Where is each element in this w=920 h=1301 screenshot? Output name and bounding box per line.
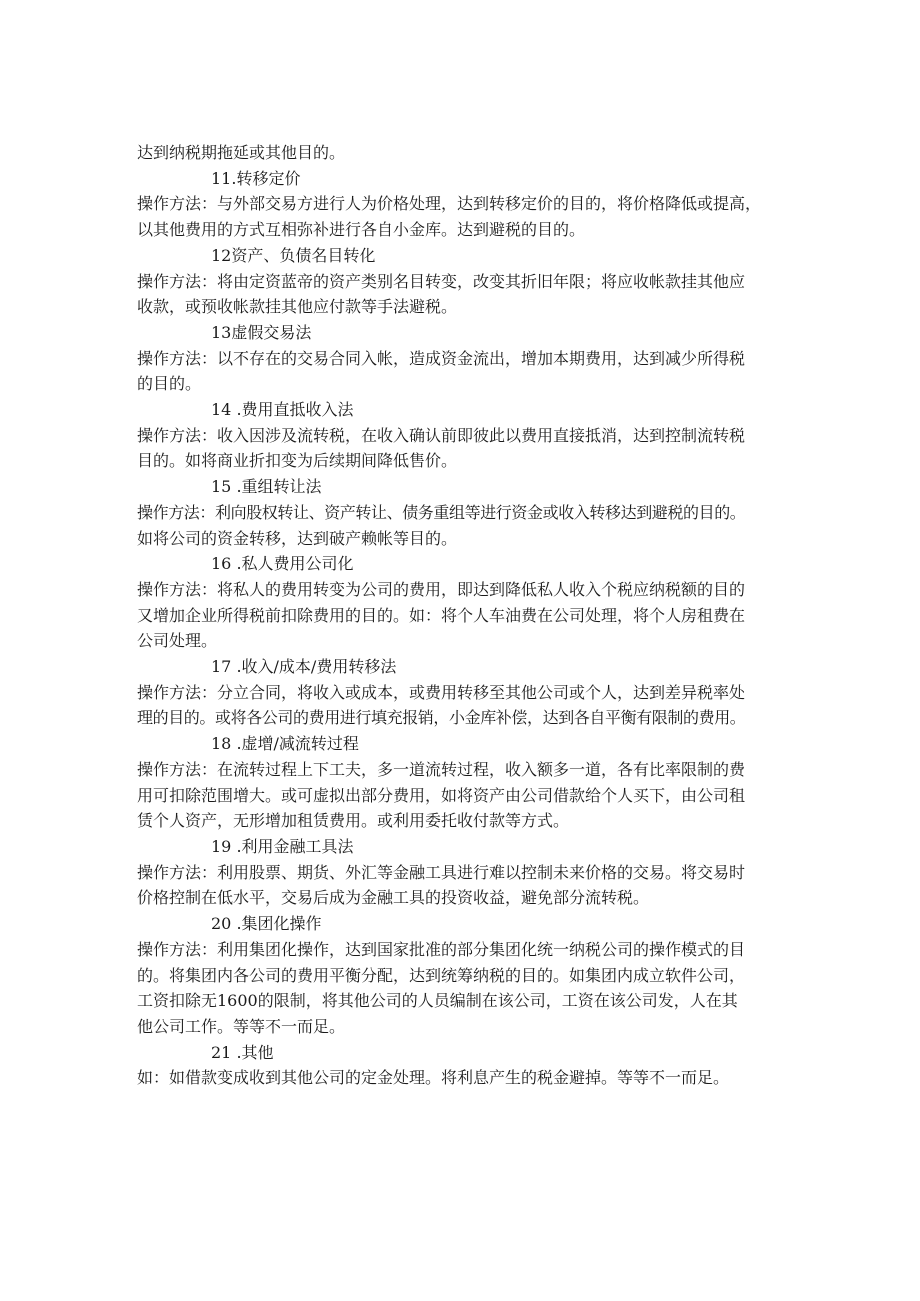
section-heading: 14 .费用直抵收入法	[211, 400, 354, 420]
paragraph-line: 他公司工作。等等不一而足。	[137, 1016, 346, 1036]
paragraph-line: 用可扣除范围增大。或可虚拟出部分费用，如将资产由公司借款给个人买下，由公司租	[137, 785, 746, 805]
paragraph-line: 收款，或预收帐款挂其他应付款等手法避税。	[137, 297, 458, 317]
paragraph-line: 如将公司的资金转移，达到破产赖帐等目的。	[137, 528, 458, 548]
paragraph-line: 价格控制在低水平，交易后成为金融工具的投资收益，避免部分流转税。	[137, 888, 650, 908]
paragraph-line: 操作方法：将由定资蓝帝的资产类别名目转变，改变其折旧年限；将应收帐款挂其他应	[137, 271, 746, 291]
paragraph-line: 以其他费用的方式互相弥补进行各自小金库。达到避税的目的。	[137, 220, 586, 240]
paragraph-line: 目的。如将商业折扣变为后续期间降低售价。	[137, 451, 458, 471]
section-heading: 13虚假交易法	[211, 322, 312, 342]
paragraph-line: 操作方法：利用股票、期货、外汇等金融工具进行难以控制未来价格的交易。将交易时	[137, 862, 746, 882]
section-heading: 18 .虚增/减流转过程	[211, 734, 359, 754]
paragraph-line: 操作方法：与外部交易方进行人为价格处理，达到转移定价的目的，将价格降低或提高，	[137, 194, 762, 214]
paragraph-line: 如：如借款变成收到其他公司的定金处理。将利息产生的税金避掉。等等不一而足。	[137, 1068, 730, 1088]
section-heading: 20 .集团化操作	[211, 914, 322, 934]
paragraph-line: 又增加企业所得税前扣除费用的目的。如：将个人车油费在公司处理，将个人房租费在	[137, 605, 746, 625]
section-heading: 17 .收入/成本/费用转移法	[211, 657, 397, 677]
paragraph-line: 操作方法：利向股权转让、资产转让、债务重组等进行资金或收入转移达到避税的目的。	[137, 502, 746, 522]
document-body	[137, 140, 797, 1091]
paragraph-line: 操作方法：利用集团化操作，达到国家批准的部分集团化统一纳税公司的操作模式的目	[137, 939, 746, 959]
paragraph-line: 操作方法：分立合同，将收入或成本，或费用转移至其他公司或个人，达到差异税率处	[137, 682, 746, 702]
paragraph-line: 操作方法：在流转过程上下工夫，多一道流转过程，收入额多一道，各有比率限制的费	[137, 759, 746, 779]
section-heading: 12资产、负债名目转化	[211, 245, 376, 265]
paragraph-line: 理的目的。或将各公司的费用进行填充报销，小金库补偿，达到各自平衡有限制的费用。	[137, 708, 746, 728]
paragraph-line: 操作方法：收入因涉及流转税，在收入确认前即彼此以费用直接抵消，达到控制流转税	[137, 425, 746, 445]
section-heading: 19 .利用金融工具法	[211, 836, 354, 856]
section-heading: 11.转移定价	[211, 168, 301, 188]
section-heading: 21 .其他	[211, 1042, 274, 1062]
paragraph-line: 操作方法：以不存在的交易合同入帐，造成资金流出，增加本期费用，达到减少所得税	[137, 348, 746, 368]
section-heading: 15 .重组转让法	[211, 477, 322, 497]
paragraph-line: 操作方法：将私人的费用转变为公司的费用，即达到降低私人收入个税应纳税额的目的	[137, 579, 746, 599]
section-heading: 16 .私人费用公司化	[211, 554, 354, 574]
paragraph-line: 赁个人资产，无形增加租赁费用。或利用委托收付款等方式。	[137, 811, 570, 831]
paragraph-line: 工资扣除无1600的限制，将其他公司的人员编制在该公司，工资在该公司发，人在其	[137, 991, 738, 1011]
paragraph-line: 的。将集团内各公司的费用平衡分配，达到统筹纳税的目的。如集团内成立软件公司，	[137, 965, 746, 985]
paragraph-line: 的目的。	[137, 374, 202, 394]
paragraph-line: 公司处理。	[137, 631, 218, 651]
paragraph-line: 达到纳税期拖延或其他目的。	[137, 143, 346, 162]
